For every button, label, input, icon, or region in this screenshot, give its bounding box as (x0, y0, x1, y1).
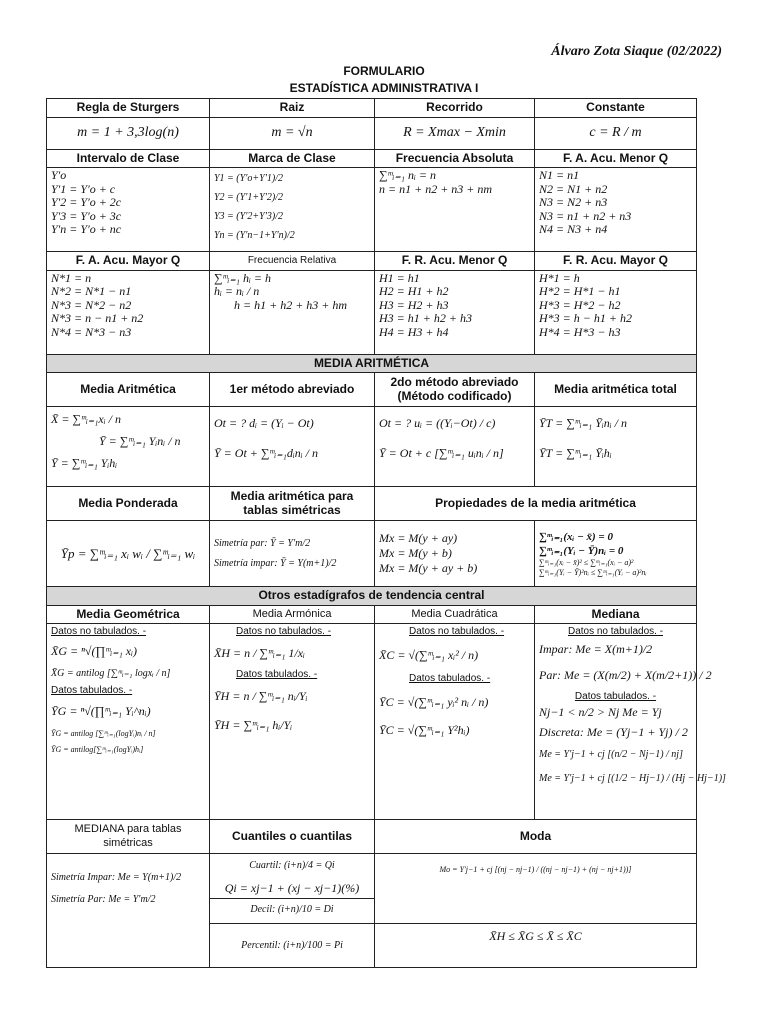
formula-line: ȲG = antilog [∑ᵐᵢ₌₁(logYᵢ)nᵢ / n] (51, 729, 156, 738)
formula-line: H2 = H1 + h2 (379, 284, 449, 298)
cell-media-ponderada (47, 521, 210, 587)
formula-line: N1 = n1 (539, 168, 580, 182)
header-sturges: Regla de Sturgers (47, 99, 210, 118)
formula-line: Y′1 = Y′o + c (51, 181, 116, 196)
formula-line: Mx = M(y + ay + b) (379, 561, 478, 575)
formula-line: Ȳ = Ot + ∑ᵐᵢ₌₁dᵢnᵢ / n (214, 446, 318, 460)
formula-line: ∑ᵐᵢ₌₁ nᵢ = n (379, 168, 436, 182)
formula-line: h = h1 + h2 + h3 + hm (234, 297, 348, 312)
cell-mediana-simetricas (47, 854, 210, 968)
header-fa-menor: F. A. Acu. Menor Q (535, 149, 697, 168)
section-media-aritmetica: MEDIA ARITMÉTICA (47, 354, 697, 373)
cell-moda (375, 854, 697, 924)
formula-line: X̄G = ⁿ√(∏ᵐᵢ₌₁ xᵢ) (51, 644, 137, 658)
header-raiz: Raiz (210, 99, 375, 118)
header-mediana-simetricas: MEDIANA para tablas simétricas (47, 820, 210, 854)
formula-line: Ot = ? dᵢ = (Yᵢ − Ot) (214, 416, 314, 430)
formula-line: Yn = (Y′n−1+Y′n)/2 (214, 230, 295, 241)
formula-line: N*3 = n − n1 + n2 (51, 311, 144, 325)
formula-line: Simetría Par: Me = Y′m/2 (51, 894, 156, 905)
formula-line: ȲG = ⁿ√(∏ᵐᵢ₌₁ Yᵢ^nᵢ) (51, 704, 151, 718)
formula-line: Y′n = Y′o + nc (51, 222, 122, 236)
formula-line: H3 = H2 + h3 (379, 297, 449, 312)
formula-line: hᵢ = nᵢ / n (214, 284, 260, 298)
cell-marca (210, 168, 375, 252)
formula-line: ȲH = ∑ᵐᵢ₌₁ hᵢ/Yᵢ (214, 718, 293, 732)
header-cuantiles: Cuantiles o cuantilas (210, 820, 375, 854)
cell-desigualdad (375, 924, 697, 968)
cell-raiz (210, 117, 375, 149)
header-tablas-simetricas: Media aritmética para tablas simétricas (210, 487, 375, 521)
formula-line: N3 = N2 + n3 (539, 195, 608, 209)
cell-mediana (535, 624, 726, 820)
formula-line: H*2 = H*1 − h1 (539, 284, 621, 298)
formula-line: Simetría impar: Ȳ = Y(m+1)/2 (214, 557, 337, 569)
header-frec-absoluta: Frecuencia Absoluta (375, 149, 535, 168)
cell-fa-menor (535, 168, 697, 252)
formula-line: H*1 = h (539, 270, 580, 285)
formula-line: N*4 = N*3 − n3 (51, 324, 132, 339)
label-no-tabulados: Datos no tabulados. - (567, 626, 664, 637)
formula-sturges: m = 1 + 3,3log(n) (77, 125, 179, 141)
formula-line: Ȳp = ∑ᵐᵢ₌₁ xᵢ wᵢ / ∑ᵐᵢ₌₁ wᵢ (60, 545, 196, 561)
cell-sturges (47, 117, 210, 149)
label-tabulados: Datos tabulados. - (51, 685, 133, 696)
header-recorrido: Recorrido (375, 99, 535, 118)
formula-line: ȲG = antilog[∑ᵐᵢ₌₁(logYᵢ)hᵢ] (51, 745, 144, 754)
formula-line: H*4 = H*3 − h3 (539, 324, 621, 339)
formula-line: ∑ᵐᵢ₌₁ hᵢ = h (214, 270, 271, 285)
label-tabulados: Datos tabulados. - (236, 669, 318, 680)
header-media-aritmetica: Media Aritmética (47, 373, 210, 407)
cell-media-geometrica (47, 624, 210, 820)
formula-line: Me = Y′j−1 + cj [(n/2 − Nj−1) / nj] (539, 749, 683, 760)
header-media-cuadratica: Media Cuadrática (375, 605, 535, 624)
section-otros-estadigrafos: Otros estadígrafos de tendencia central (47, 587, 697, 606)
formula-line: Y2 = (Y′1+Y′2)/2 (214, 192, 283, 203)
header-constante: Constante (535, 99, 697, 118)
formula-line: Decil: (i+n)/10 = Di (210, 898, 374, 921)
formula-line: Percentil: (i+n)/100 = Pi (241, 939, 343, 951)
formula-raiz: m = √n (271, 125, 313, 141)
formula-line: Discreta: Me = (Yj−1 + Yj) / 2 (539, 725, 688, 739)
cell-media-aritmetica (47, 407, 210, 487)
formula-line: Simetría par: Ȳ = Y′m/2 (214, 537, 311, 549)
header-media-total: Media aritmética total (535, 373, 697, 407)
formula-line: Y′2 = Y′o + 2c (51, 195, 122, 209)
cell-tablas-simetricas (210, 521, 375, 587)
formula-line: Nj−1 < n/2 > Nj Me = Yj (539, 705, 662, 719)
header-2do-metodo: 2do método abreviado (Método codificado) (375, 373, 535, 407)
formula-line: ȲC = √(∑ᵐᵢ₌₁ yᵢ² nᵢ / n) (379, 695, 489, 709)
header-1er-metodo: 1er método abreviado (210, 373, 375, 407)
formula-line: H*3 = H*2 − h2 (539, 297, 621, 312)
formula-recorrido: R = Xmax − Xmin (403, 125, 506, 141)
header-moda: Moda (375, 820, 697, 854)
formula-line: H1 = h1 (379, 270, 420, 285)
formula-line: Mx = M(y + ay) (379, 531, 458, 545)
header-frec-relativa: Frecuencia Relativa (210, 252, 375, 271)
formula-line: Mo = Y′j−1 + cj [(nj − nj−1) / ((nj − nj−1) + (nj − nj+1))] (439, 865, 632, 874)
header-mediana: Mediana (535, 605, 697, 624)
cell-fa-mayor (47, 270, 210, 354)
header-fr-menor: F. R. Acu. Menor Q (375, 252, 535, 271)
formula-line: Ȳ = ∑ᵐᵢ₌₁ Yᵢhᵢ (51, 456, 118, 470)
formula-line: X̄H ≤ X̄G ≤ X̄ ≤ X̄C (489, 929, 582, 943)
formula-line: Me = Y′j−1 + cj [(1/2 − Hj−1) / (Hj − Hj−1)] (539, 773, 726, 784)
formula-line: Qi = xj−1 + (xj − xj−1)(%) (224, 881, 360, 895)
cell-media-cuadratica (375, 624, 535, 820)
formula-line: H3 = h1 + h2 + h3 (379, 311, 472, 325)
cell-propiedades-2 (535, 521, 697, 587)
header-propiedades: Propiedades de la media aritmética (375, 487, 697, 521)
label-no-tabulados: Datos no tabulados. - (236, 626, 332, 637)
formula-line: n = n1 + n2 + n3 + nm (379, 181, 493, 196)
cell-intervalo (47, 168, 210, 252)
cell-recorrido (375, 117, 535, 149)
cell-frec-relativa (210, 270, 375, 354)
formula-line: X̄C = √(∑ᵐᵢ₌₁ xᵢ² / n) (379, 648, 479, 662)
formula-line: N4 = N3 + n4 (539, 222, 608, 236)
cell-media-total (535, 407, 697, 487)
cell-2do-metodo (375, 407, 535, 487)
label-tabulados: Datos tabulados. - (574, 691, 657, 702)
cell-fr-menor (375, 270, 535, 354)
formula-line: ȲT = ∑ᵐᵢ₌₁ Ȳᵢhᵢ (539, 446, 612, 460)
formula-line: N*2 = N*1 − n1 (51, 284, 132, 298)
formula-line: N2 = N1 + n2 (539, 181, 608, 196)
label-tabulados: Datos tabulados. - (409, 673, 491, 684)
formula-line: ȲC = √(∑ᵐᵢ₌₁ Y²hᵢ) (379, 723, 470, 737)
header-media-ponderada: Media Ponderada (47, 487, 210, 521)
header-fr-mayor: F. R. Acu. Mayor Q (535, 252, 697, 271)
formula-line: Cuartil: (i+n)/4 = Qi (249, 860, 335, 871)
page-subtitle: ESTADÍSTICA ADMINISTRATIVA I (289, 81, 479, 95)
formula-line: ∑ᵐᵢ₌₁(xᵢ − x̄) = 0 (539, 530, 613, 543)
author-credit: Álvaro Zota Siaque (02/2022) (551, 44, 722, 59)
formula-line: Impar: Me = X(m+1)/2 (539, 642, 653, 656)
formula-line: Ȳ = Ot + c [∑ᵐᵢ₌₁ uᵢnᵢ / n] (379, 446, 504, 460)
formula-line: Ȳ = ∑ᵐᵢ₌₁ Yᵢnᵢ / n (99, 434, 181, 448)
formula-line: N*1 = n (51, 270, 92, 285)
formula-line: Ot = ? uᵢ = ((Yᵢ−Ot) / c) (379, 416, 496, 430)
cell-percentil (210, 924, 375, 968)
formula-line: X̄H = n / ∑ᵐᵢ₌₁ 1/xᵢ (214, 646, 305, 660)
formula-line: H*3 = h − h1 + h2 (539, 311, 632, 325)
formula-line: Y3 = (Y′2+Y′3)/2 (214, 211, 283, 222)
formula-line: ∑ᵐᵢ₌₁(xᵢ − x̄)² ≤ ∑ᵐᵢ₌₁(xᵢ − a)² (539, 557, 634, 567)
header-media-armonica: Media Armónica (210, 605, 375, 624)
label-no-tabulados: Datos no tabulados. - (409, 626, 505, 637)
formula-line: Y1 = (Y′o+Y′1)/2 (214, 173, 283, 184)
formula-line: N*3 = N*2 − n2 (51, 297, 132, 312)
cell-media-armonica (210, 624, 375, 820)
formula-constante: c = R / m (589, 125, 642, 141)
label-no-tabulados: Datos no tabulados. - (51, 626, 147, 637)
cell-constante (535, 117, 697, 149)
formula-line: ∑ᵐᵢ₌₁(Yᵢ − Ȳ)²nᵢ ≤ ∑ᵐᵢ₌₁(Yᵢ − a)²nᵢ (539, 567, 647, 577)
header-media-geometrica: Media Geométrica (47, 605, 210, 624)
cell-1er-metodo (210, 407, 375, 487)
formula-line: ∑ᵐᵢ₌₁(Yᵢ − Ȳ)nᵢ = 0 (539, 544, 624, 557)
formula-line: X̄ = ∑ᵐᵢ₌₁xᵢ / n (51, 412, 121, 426)
cell-fr-mayor (535, 270, 697, 354)
formula-line: Y′o (51, 168, 67, 182)
formula-table (46, 98, 726, 968)
formula-line: H4 = H3 + h4 (379, 324, 449, 339)
cell-cuartil (210, 854, 375, 924)
cell-propiedades-1 (375, 521, 535, 587)
formula-line: Par: Me = (X(m/2) + X(m/2+1)) / 2 (539, 668, 712, 682)
formula-line: N3 = n1 + n2 + n3 (539, 208, 632, 223)
page-title: FORMULARIO (343, 64, 425, 78)
formula-line: X̄G = antilog [∑ᵐᵢ₌₁ logxᵢ / n] (51, 668, 171, 679)
formula-line: ȲT = ∑ᵐᵢ₌₁ Ȳᵢnᵢ / n (539, 416, 627, 430)
formula-line: ȲH = n / ∑ᵐᵢ₌₁ nᵢ/Yᵢ (214, 689, 308, 703)
cell-frec-absoluta (375, 168, 535, 252)
formula-line: Mx = M(y + b) (379, 546, 452, 560)
header-marca: Marca de Clase (210, 149, 375, 168)
header-intervalo: Intervalo de Clase (47, 149, 210, 168)
formula-line: Simetría Impar: Me = Y(m+1)/2 (51, 872, 182, 883)
header-fa-mayor: F. A. Acu. Mayor Q (47, 252, 210, 271)
formula-line: Y′3 = Y′o + 3c (51, 208, 122, 223)
